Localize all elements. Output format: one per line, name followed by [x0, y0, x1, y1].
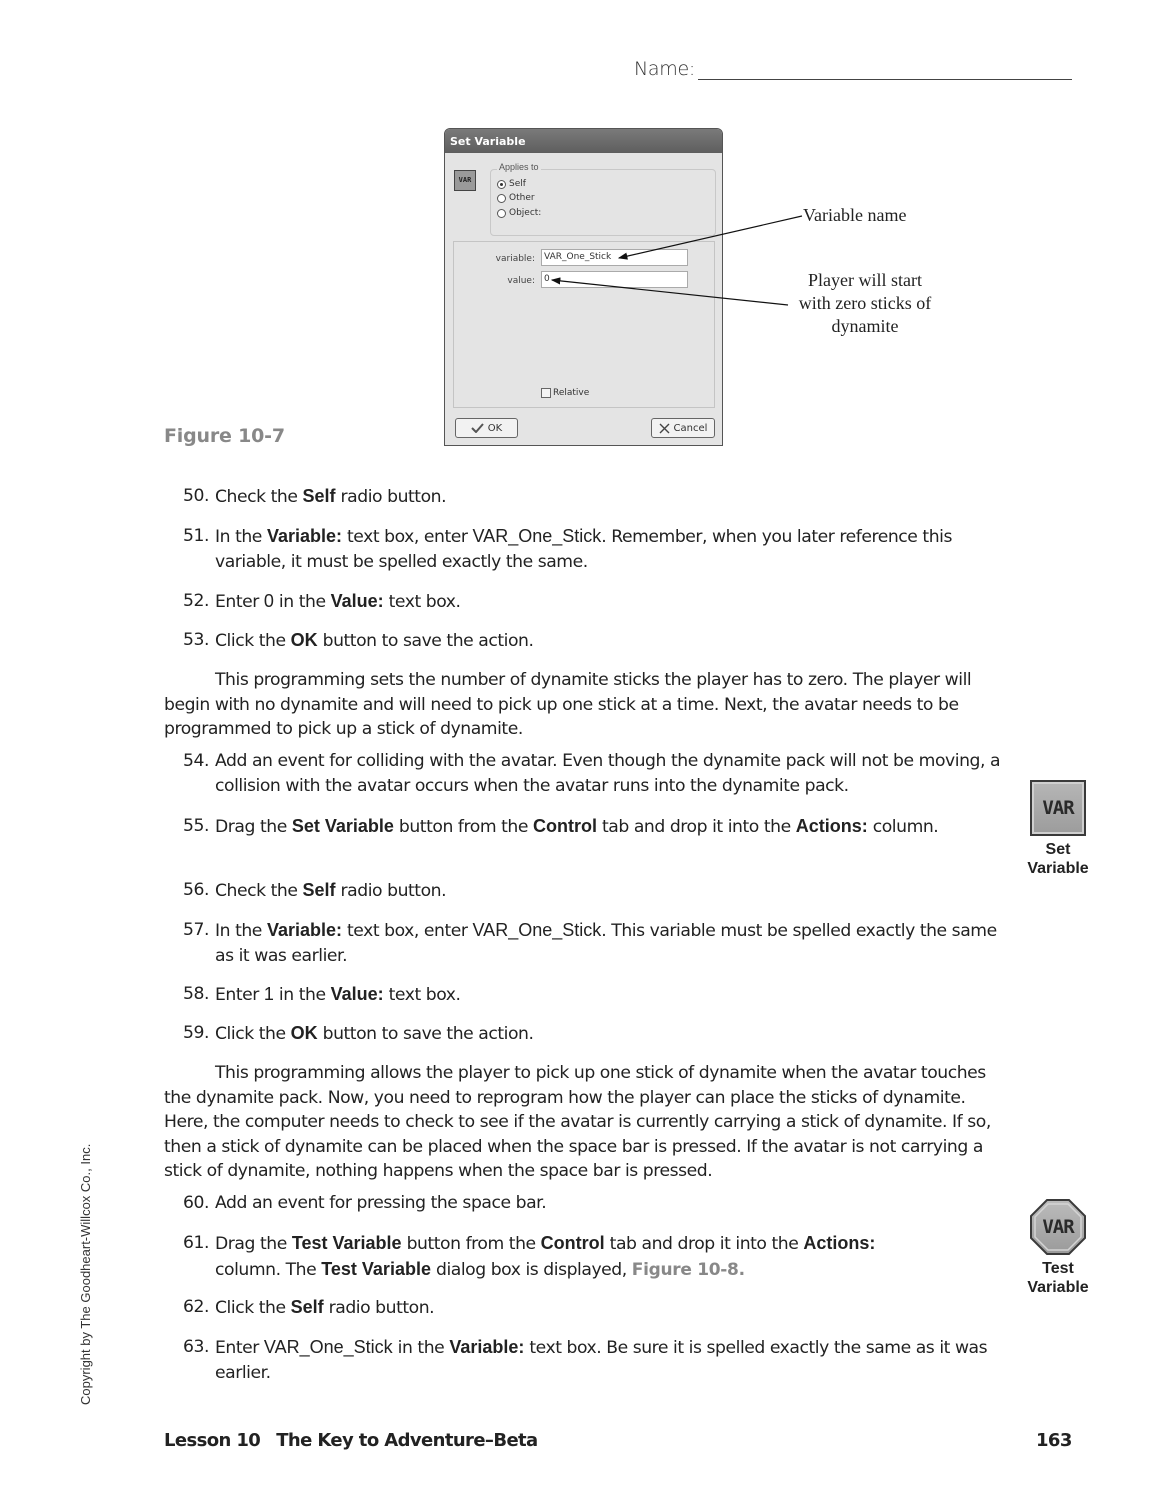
name-label: Name:	[634, 58, 695, 80]
var-glyph: VAR	[1042, 797, 1074, 819]
applies-to-label: Applies to	[499, 162, 539, 172]
step-number: 52.	[183, 591, 209, 611]
text: Enter	[215, 985, 264, 1005]
step-59	[164, 1021, 1004, 1047]
text: text box, enter	[342, 921, 473, 941]
text: Check the	[215, 881, 303, 901]
text: . Remember, when you later reference this variable, it must be spelled exactly the same.	[215, 527, 952, 572]
code-term: VAR_One_Stick	[263, 1337, 393, 1357]
bold-term: Variable:	[266, 920, 342, 940]
step-54	[164, 749, 1004, 798]
text: Drag the	[215, 1234, 292, 1254]
paragraph-2: This programming allows the player to pick up one stick of dynamite when the avatar touches the dynamite pack. Now, you need to reprogram how the player can place the sticks of dynamite. Here, the computer needs to check to see if the avatar is currently carrying a stick of dynamite. If so, then a stick of dynamite can be placed when the space bar is pressed. If the avatar is not carrying a stick of dynamite, nothing happens when the space bar is pressed.	[164, 1063, 991, 1181]
callout-line: Player will start	[808, 270, 922, 290]
bold-term: Self	[302, 486, 336, 506]
step-number: 53.	[183, 630, 209, 650]
text: In the	[215, 527, 267, 547]
text: text box. Be sure it is spelled exactly the same as it was earlier.	[215, 1338, 988, 1383]
text: radio button.	[323, 1298, 435, 1318]
step-58	[164, 982, 1004, 1008]
var-icon: VAR	[454, 170, 476, 191]
relative-label: Relative	[553, 388, 590, 398]
text: in the	[273, 592, 331, 612]
step-56	[164, 878, 1004, 904]
step-63	[164, 1335, 1004, 1385]
step-number: 54.	[183, 751, 209, 771]
callout-value-note	[780, 269, 950, 338]
callout-arrows	[0, 0, 1168, 460]
bold-term: Self	[290, 1297, 324, 1317]
text: Click the	[215, 631, 291, 651]
text: tab and drop it into the	[604, 1234, 804, 1254]
bold-term: Control	[540, 1233, 605, 1253]
step-number: 61.	[183, 1233, 209, 1253]
step-number: 63.	[183, 1337, 209, 1357]
text: in the	[273, 985, 331, 1005]
label-line: Test	[1042, 1260, 1074, 1277]
step-number: 51.	[183, 526, 209, 546]
text: button to save the action.	[317, 1024, 534, 1044]
step-52	[164, 589, 1004, 615]
text: text box.	[383, 592, 461, 612]
text: button from the	[401, 1234, 541, 1254]
step-number: 57.	[183, 920, 209, 940]
figure-reference-link[interactable]: Figure 10-8.	[631, 1259, 745, 1280]
step-number: 59.	[183, 1023, 209, 1043]
text: button from the	[393, 817, 533, 837]
step-60	[164, 1191, 1004, 1216]
code-term: 1	[263, 984, 274, 1004]
text: Check the	[215, 487, 303, 507]
var-glyph: VAR	[1042, 1216, 1074, 1238]
code-term: VAR_One_Stick	[472, 920, 602, 940]
step-53	[164, 628, 1004, 654]
bold-term: Value:	[330, 591, 384, 611]
bold-term: Self	[302, 880, 336, 900]
test-variable-icon	[1030, 1199, 1086, 1255]
text: Click the	[215, 1298, 291, 1318]
bold-term: Actions:	[795, 816, 868, 836]
cancel-label: Cancel	[673, 422, 708, 434]
step-50	[164, 484, 1004, 510]
label-line: Variable	[1027, 860, 1089, 877]
step-number: 56.	[183, 880, 209, 900]
text: radio button.	[335, 487, 447, 507]
lesson-number: Lesson 10	[164, 1430, 261, 1451]
bold-term: OK	[290, 1023, 318, 1043]
bold-term: Control	[533, 816, 597, 836]
radio-self-label: Self	[509, 179, 526, 189]
callout-line: dynamite	[831, 316, 899, 336]
dialog-title: Set Variable	[445, 129, 722, 153]
text: text box, enter	[342, 527, 473, 547]
bold-term: OK	[290, 630, 318, 650]
bold-term: Actions:	[803, 1233, 876, 1253]
text: . This variable must be spelled exactly the same as it was earlier.	[215, 921, 997, 966]
step-57	[164, 918, 1004, 968]
footer-lesson	[164, 1430, 538, 1451]
radio-other-label: Other	[509, 193, 535, 203]
bold-term: Test Variable	[291, 1233, 402, 1253]
text: Add an event for pressing the space bar.	[215, 1193, 547, 1213]
figure-caption: Figure 10-7	[164, 425, 285, 447]
step-number: 60.	[183, 1193, 209, 1213]
bold-term: Variable:	[266, 526, 342, 546]
value-label: value:	[507, 276, 535, 286]
text: Click the	[215, 1024, 291, 1044]
value-input[interactable]: 0	[541, 271, 688, 288]
text: radio button.	[335, 881, 447, 901]
text: Drag the	[215, 817, 292, 837]
step-number: 62.	[183, 1297, 209, 1317]
step-number: 55.	[183, 816, 209, 836]
code-term: 0	[263, 591, 274, 611]
step-number: 58.	[183, 984, 209, 1004]
label-line: Variable	[1027, 1279, 1089, 1296]
text: in the	[392, 1338, 450, 1358]
radio-object-label: Object:	[509, 208, 542, 218]
callout-line: with zero sticks of	[798, 293, 932, 313]
text: tab and drop it into the	[596, 817, 796, 837]
text: In the	[215, 921, 267, 941]
step-number: 50.	[183, 486, 209, 506]
text: Enter	[215, 1338, 264, 1358]
lesson-title: The Key to Adventure–Beta	[276, 1430, 538, 1451]
bold-term: Set Variable	[291, 816, 394, 836]
step-61	[164, 1231, 1004, 1282]
set-variable-icon	[1030, 780, 1086, 836]
test-variable-label	[1015, 1259, 1101, 1297]
text: Add an event for colliding with the avatar. Even though the dynamite pack will not be moving, a collision with the avatar occurs when the avatar runs into the dynamite pack.	[215, 751, 1001, 796]
paragraph-1: This programming sets the number of dynamite sticks the player has to zero. The player will begin with no dynamite and will need to pick up one stick at a time. Next, the avatar needs to be programmed to pick up a stick of dynamite.	[164, 670, 972, 739]
page-number: 163	[1036, 1430, 1072, 1451]
text: text box.	[383, 985, 461, 1005]
text: dialog box is displayed,	[430, 1259, 632, 1280]
bold-term: Variable:	[449, 1337, 525, 1357]
copyright-notice: Copyright by The Goodheart-Willcox Co., Inc.	[78, 1143, 93, 1405]
label-line: Set	[1045, 841, 1071, 858]
text: Enter	[215, 592, 264, 612]
bold-term: Value:	[330, 984, 384, 1004]
ok-label: OK	[487, 422, 503, 434]
text: column. The	[215, 1259, 322, 1280]
set-variable-label	[1015, 840, 1101, 878]
text: column.	[867, 817, 939, 837]
variable-label: variable:	[495, 254, 535, 264]
callout-variable-name: Variable name	[803, 205, 907, 225]
step-51	[164, 524, 1004, 574]
text: button to save the action.	[317, 631, 534, 651]
step-55	[164, 814, 1004, 840]
variable-input[interactable]: VAR_One_Stick	[541, 249, 688, 266]
code-term: VAR_One_Stick	[472, 526, 602, 546]
bold-term: Test Variable	[321, 1258, 431, 1279]
step-62	[164, 1295, 1004, 1321]
